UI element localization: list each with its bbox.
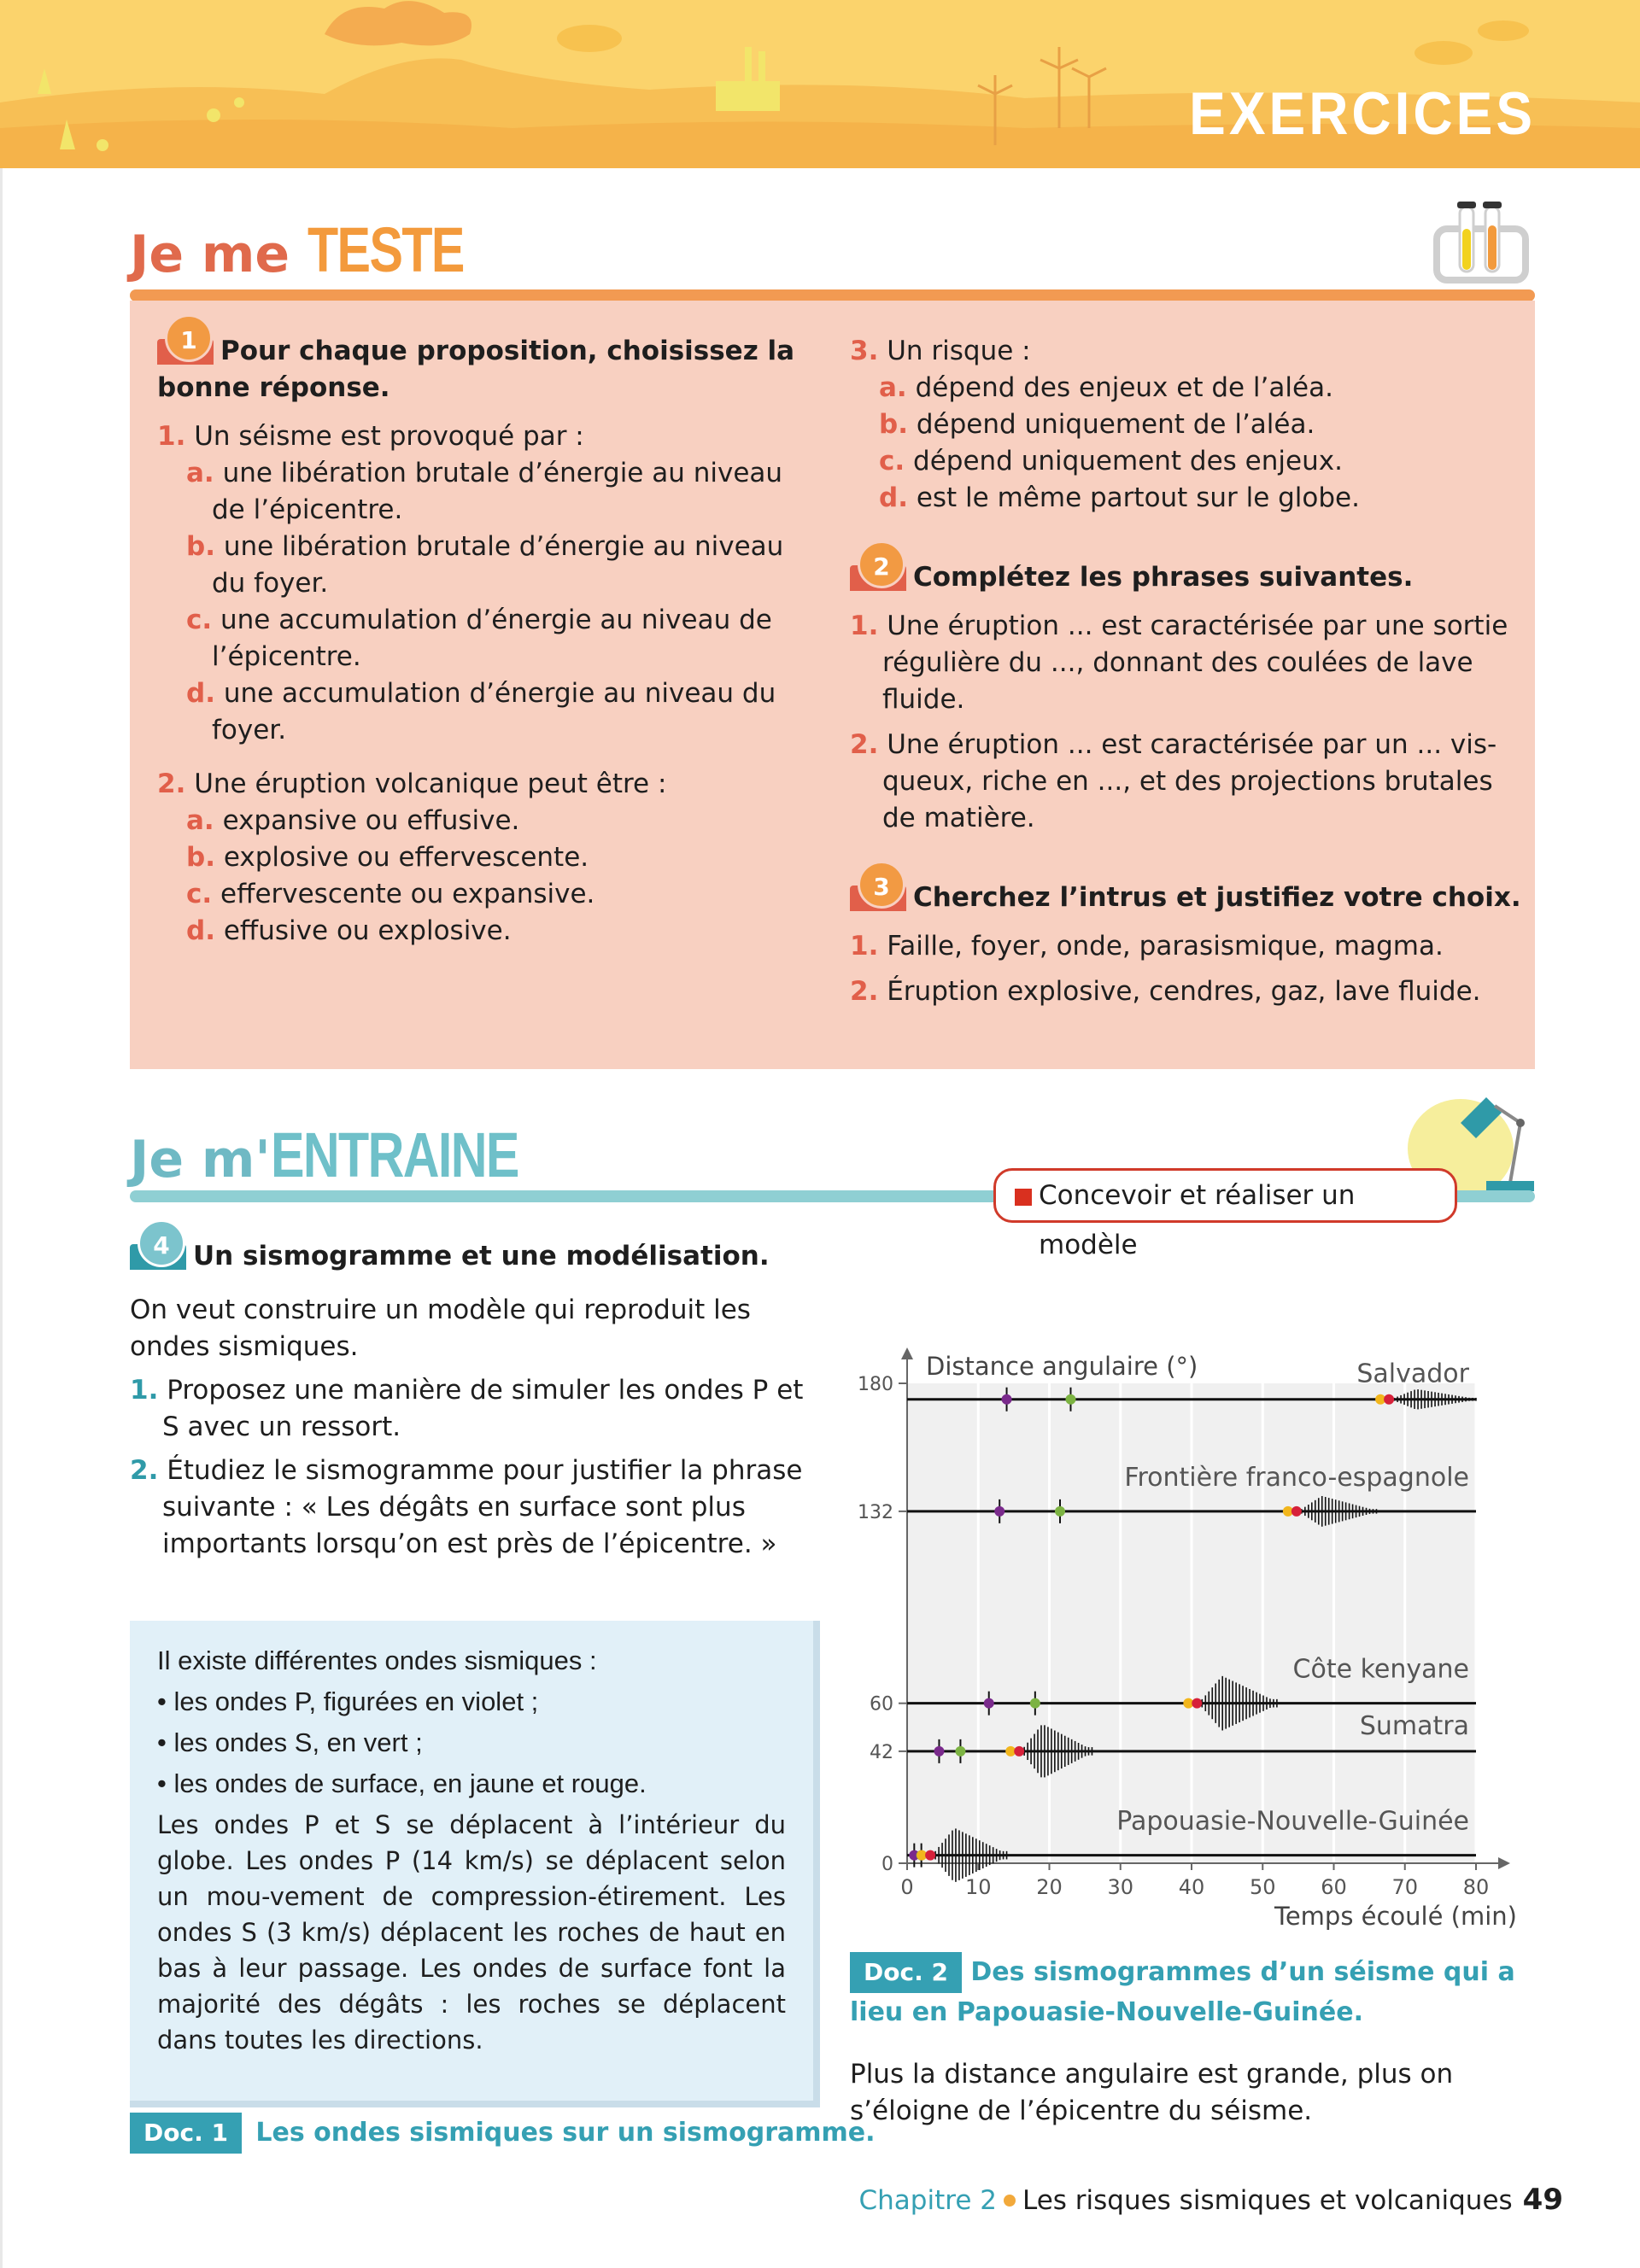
station-label: Sumatra bbox=[1359, 1710, 1469, 1741]
p-wave-marker bbox=[1002, 1394, 1012, 1405]
exercise-3-item-2 bbox=[850, 973, 1525, 1010]
y-tick-label: 60 bbox=[870, 1693, 893, 1716]
option-letter: a. bbox=[186, 458, 214, 488]
s-wave-marker bbox=[1065, 1394, 1075, 1405]
option-a bbox=[186, 455, 815, 529]
exercise-1-header bbox=[157, 326, 815, 406]
station-label: Frontière franco-espagnole bbox=[1124, 1462, 1469, 1493]
section-title-main: TESTE bbox=[308, 214, 464, 285]
seismogram-chart bbox=[846, 1341, 1538, 1938]
option-d bbox=[879, 480, 1525, 517]
item-number: 2. bbox=[850, 729, 879, 760]
option-a bbox=[879, 370, 1525, 406]
exercise-2-header bbox=[850, 552, 1525, 596]
option-letter: d. bbox=[879, 482, 908, 513]
option-letter: c. bbox=[186, 879, 213, 909]
footer-dot bbox=[1004, 2195, 1016, 2207]
exercise-1-instruction: Pour chaque proposition, choisissez la bonne réponse. bbox=[157, 336, 795, 403]
exercise-4 bbox=[130, 1231, 813, 1563]
option-text: effervescente ou expansive. bbox=[220, 879, 595, 909]
exercise-4-header bbox=[130, 1231, 813, 1275]
item-text: Faille, foyer, onde, parasismique, magma. bbox=[887, 931, 1444, 962]
option-text: expansive ou effusive. bbox=[222, 805, 520, 836]
doc-1-line: Il existe différentes ondes sismiques : bbox=[157, 1645, 597, 1675]
question-1 bbox=[157, 418, 815, 749]
item-text: Étudiez le sismogramme pour justifier la phrase suivante : « Les dégâts en surface sont plus importants lorsqu’on est près de l’épicentre. » bbox=[162, 1455, 803, 1559]
exercise-4-item-2 bbox=[130, 1453, 813, 1563]
p-wave-marker bbox=[994, 1506, 1004, 1517]
x-tick-label: 80 bbox=[1462, 1875, 1490, 1899]
exercise-3-header bbox=[850, 873, 1525, 916]
teste-left-column bbox=[157, 326, 815, 950]
item-text: Éruption explosive, cendres, gaz, lave fluide. bbox=[887, 976, 1481, 1007]
option-letter: a. bbox=[879, 372, 907, 403]
question-stem: Un séisme est provoqué par : bbox=[194, 421, 584, 452]
option-text: est le même partout sur le globe. bbox=[916, 482, 1360, 513]
item-number: 1. bbox=[850, 931, 879, 962]
surface-wave-red-marker bbox=[1384, 1394, 1394, 1405]
banner-title: EXERCICES bbox=[1189, 79, 1536, 148]
option-a bbox=[186, 803, 815, 839]
exercise-3-instruction: Cherchez l’intrus et justifiez votre choix. bbox=[913, 882, 1521, 913]
x-tick-label: 40 bbox=[1178, 1875, 1205, 1899]
station-label: Salvador bbox=[1356, 1359, 1469, 1389]
section-title-prefix: Je me bbox=[130, 225, 308, 284]
page-footer bbox=[859, 2183, 1563, 2217]
option-letter: d. bbox=[186, 915, 215, 946]
p-wave-marker bbox=[934, 1746, 944, 1757]
x-tick-label: 60 bbox=[1321, 1875, 1347, 1899]
option-text: effusive ou explosive. bbox=[223, 915, 512, 946]
section-title-teste bbox=[130, 213, 503, 286]
x-axis-title: Temps écoulé (min) bbox=[1274, 1902, 1517, 1931]
option-letter: b. bbox=[879, 409, 908, 440]
station-label: Côte kenyane bbox=[1292, 1654, 1469, 1685]
exercise-3-item-1 bbox=[850, 928, 1525, 965]
footer-title: Les risques sismiques et volcaniques bbox=[1022, 2185, 1513, 2216]
x-tick-label: 20 bbox=[1036, 1875, 1063, 1899]
section-title-prefix: Je m' bbox=[130, 1130, 271, 1190]
option-text: explosive ou effervescente. bbox=[223, 842, 589, 873]
station-label: Papouasie-Nouvelle-Guinée bbox=[1116, 1806, 1469, 1837]
doc-2-caption bbox=[850, 1952, 1533, 2031]
page-number: 49 bbox=[1522, 2183, 1563, 2217]
doc-label: Doc. 1 bbox=[130, 2113, 242, 2154]
item-number: 1. bbox=[130, 1375, 159, 1406]
x-tick-label: 50 bbox=[1249, 1875, 1276, 1899]
y-tick-label: 0 bbox=[882, 1854, 893, 1875]
item-text: Une éruption ... est caractérisée par une sortie régulière du ..., donnant des coulées de lave fluide. bbox=[882, 611, 1508, 715]
test-tubes-icon bbox=[1432, 195, 1534, 297]
exercise-4-title: Un sismogramme et une modélisation. bbox=[193, 1241, 770, 1271]
option-d bbox=[186, 913, 815, 950]
exercise-number-badge: 2 bbox=[858, 541, 905, 588]
competence-label: Concevoir et réaliser un modèle bbox=[1039, 1180, 1356, 1260]
y-axis-title: Distance angulaire (°) bbox=[926, 1352, 1198, 1381]
exercise-2-item-2 bbox=[850, 727, 1525, 837]
item-number: 2. bbox=[130, 1455, 159, 1486]
section-title-main: ENTRAINE bbox=[270, 1119, 518, 1190]
item-text: Une éruption ... est caractérisée par un ... vis-queux, riche en ..., et des projections brutales de matière. bbox=[882, 729, 1497, 833]
s-wave-marker bbox=[955, 1746, 965, 1757]
item-number: 2. bbox=[850, 976, 879, 1007]
s-wave-marker bbox=[1030, 1698, 1040, 1709]
header-banner bbox=[0, 0, 1640, 168]
footer-chapter: Chapitre 2 bbox=[858, 2185, 997, 2216]
option-text: une accumulation d’énergie au niveau du foyer. bbox=[212, 678, 776, 745]
option-letter: c. bbox=[186, 605, 213, 635]
y-axis-arrow bbox=[901, 1347, 913, 1359]
exercise-2-item-1 bbox=[850, 608, 1525, 718]
option-c bbox=[186, 602, 815, 675]
exercise-number-badge: 1 bbox=[165, 314, 213, 362]
competence-square-icon bbox=[1015, 1189, 1032, 1206]
option-letter: d. bbox=[186, 678, 215, 709]
x-tick-label: 10 bbox=[964, 1875, 992, 1899]
doc-1-line: • les ondes P, figurées en violet ; bbox=[157, 1686, 539, 1716]
question-number: 2. bbox=[157, 769, 186, 799]
x-tick-label: 30 bbox=[1107, 1875, 1134, 1899]
option-text: une libération brutale d’énergie au niveau du foyer. bbox=[212, 531, 784, 599]
x-axis-arrow bbox=[1498, 1857, 1510, 1869]
option-text: une libération brutale d’énergie au niveau de l’épicentre. bbox=[212, 458, 783, 525]
option-c bbox=[879, 443, 1525, 480]
option-c bbox=[186, 876, 815, 913]
doc-2-note: Plus la distance angulaire est grande, plus on s’éloigne de l’épicentre du séisme. bbox=[850, 2059, 1454, 2126]
section-rule-teste bbox=[130, 289, 1535, 301]
exercise-number-badge: 4 bbox=[138, 1219, 185, 1267]
question-number: 1. bbox=[157, 421, 186, 452]
doc-1-box bbox=[130, 1621, 820, 2107]
option-b bbox=[186, 839, 815, 876]
doc-caption-text: Des sismogrammes d’un séisme qui a lieu en Papouasie-Nouvelle-Guinée. bbox=[850, 1957, 1515, 2027]
option-b bbox=[186, 529, 815, 602]
question-stem: Une éruption volcanique peut être : bbox=[194, 769, 667, 799]
question-stem: Un risque : bbox=[887, 336, 1031, 366]
doc-caption-text: Les ondes sismiques sur un sismogramme. bbox=[255, 2118, 876, 2148]
y-tick-label: 180 bbox=[858, 1374, 893, 1395]
option-text: dépend uniquement des enjeux. bbox=[913, 446, 1343, 476]
option-b bbox=[879, 406, 1525, 443]
p-wave-marker bbox=[984, 1698, 994, 1709]
option-d bbox=[186, 675, 815, 749]
item-number: 1. bbox=[850, 611, 879, 641]
doc-1-line: • les ondes de surface, en jaune et rouge. bbox=[157, 1768, 647, 1798]
doc-1-paragraph: Les ondes P et S se déplacent à l’intérieur du globe. Les ondes P (14 km/s) se déplacent selon un mou-vement de compression-étirement. Les ondes S (3 km/s) déplacent les roches de haut en bas à leur passage. Les ondes de surface font la majorité des dégâts : les roches se déplacent dans toutes les directions. bbox=[157, 1810, 786, 2055]
x-tick-label: 70 bbox=[1391, 1875, 1419, 1899]
option-text: une accumulation d’énergie au niveau de l’épicentre. bbox=[212, 605, 772, 672]
exercise-2-instruction: Complétez les phrases suivantes. bbox=[913, 562, 1414, 593]
page-margin-line bbox=[0, 0, 3, 2268]
surface-wave-red-marker bbox=[1192, 1698, 1202, 1709]
question-number: 3. bbox=[850, 336, 879, 366]
question-3 bbox=[850, 333, 1525, 517]
x-tick-label: 0 bbox=[900, 1875, 914, 1899]
y-tick-label: 42 bbox=[870, 1741, 893, 1763]
option-letter: c. bbox=[879, 446, 905, 476]
doc-1-line: • les ondes S, en vert ; bbox=[157, 1727, 423, 1757]
section-title-entraine bbox=[130, 1119, 580, 1191]
s-wave-marker bbox=[1055, 1506, 1065, 1517]
surface-wave-red-marker bbox=[925, 1850, 935, 1861]
doc-label: Doc. 2 bbox=[850, 1952, 962, 1993]
option-text: dépend des enjeux et de l’aléa. bbox=[915, 372, 1333, 403]
option-letter: b. bbox=[186, 531, 215, 562]
exercise-number-badge: 3 bbox=[858, 861, 905, 909]
teste-right-column bbox=[850, 333, 1525, 1010]
item-text: Proposez une manière de simuler les ondes P et S avec un ressort. bbox=[162, 1375, 804, 1442]
doc-1-caption bbox=[130, 2113, 876, 2154]
exercise-4-item-1 bbox=[130, 1372, 813, 1446]
option-letter: b. bbox=[186, 842, 215, 873]
question-2 bbox=[157, 766, 815, 950]
y-tick-label: 132 bbox=[858, 1501, 893, 1523]
option-text: dépend uniquement de l’aléa. bbox=[916, 409, 1315, 440]
surface-wave-red-marker bbox=[1292, 1506, 1302, 1517]
competence-badge bbox=[993, 1168, 1457, 1260]
exercise-4-intro: On veut construire un modèle qui reproduit les ondes sismiques. bbox=[130, 1295, 751, 1362]
surface-wave-red-marker bbox=[1014, 1746, 1024, 1757]
option-letter: a. bbox=[186, 805, 214, 836]
